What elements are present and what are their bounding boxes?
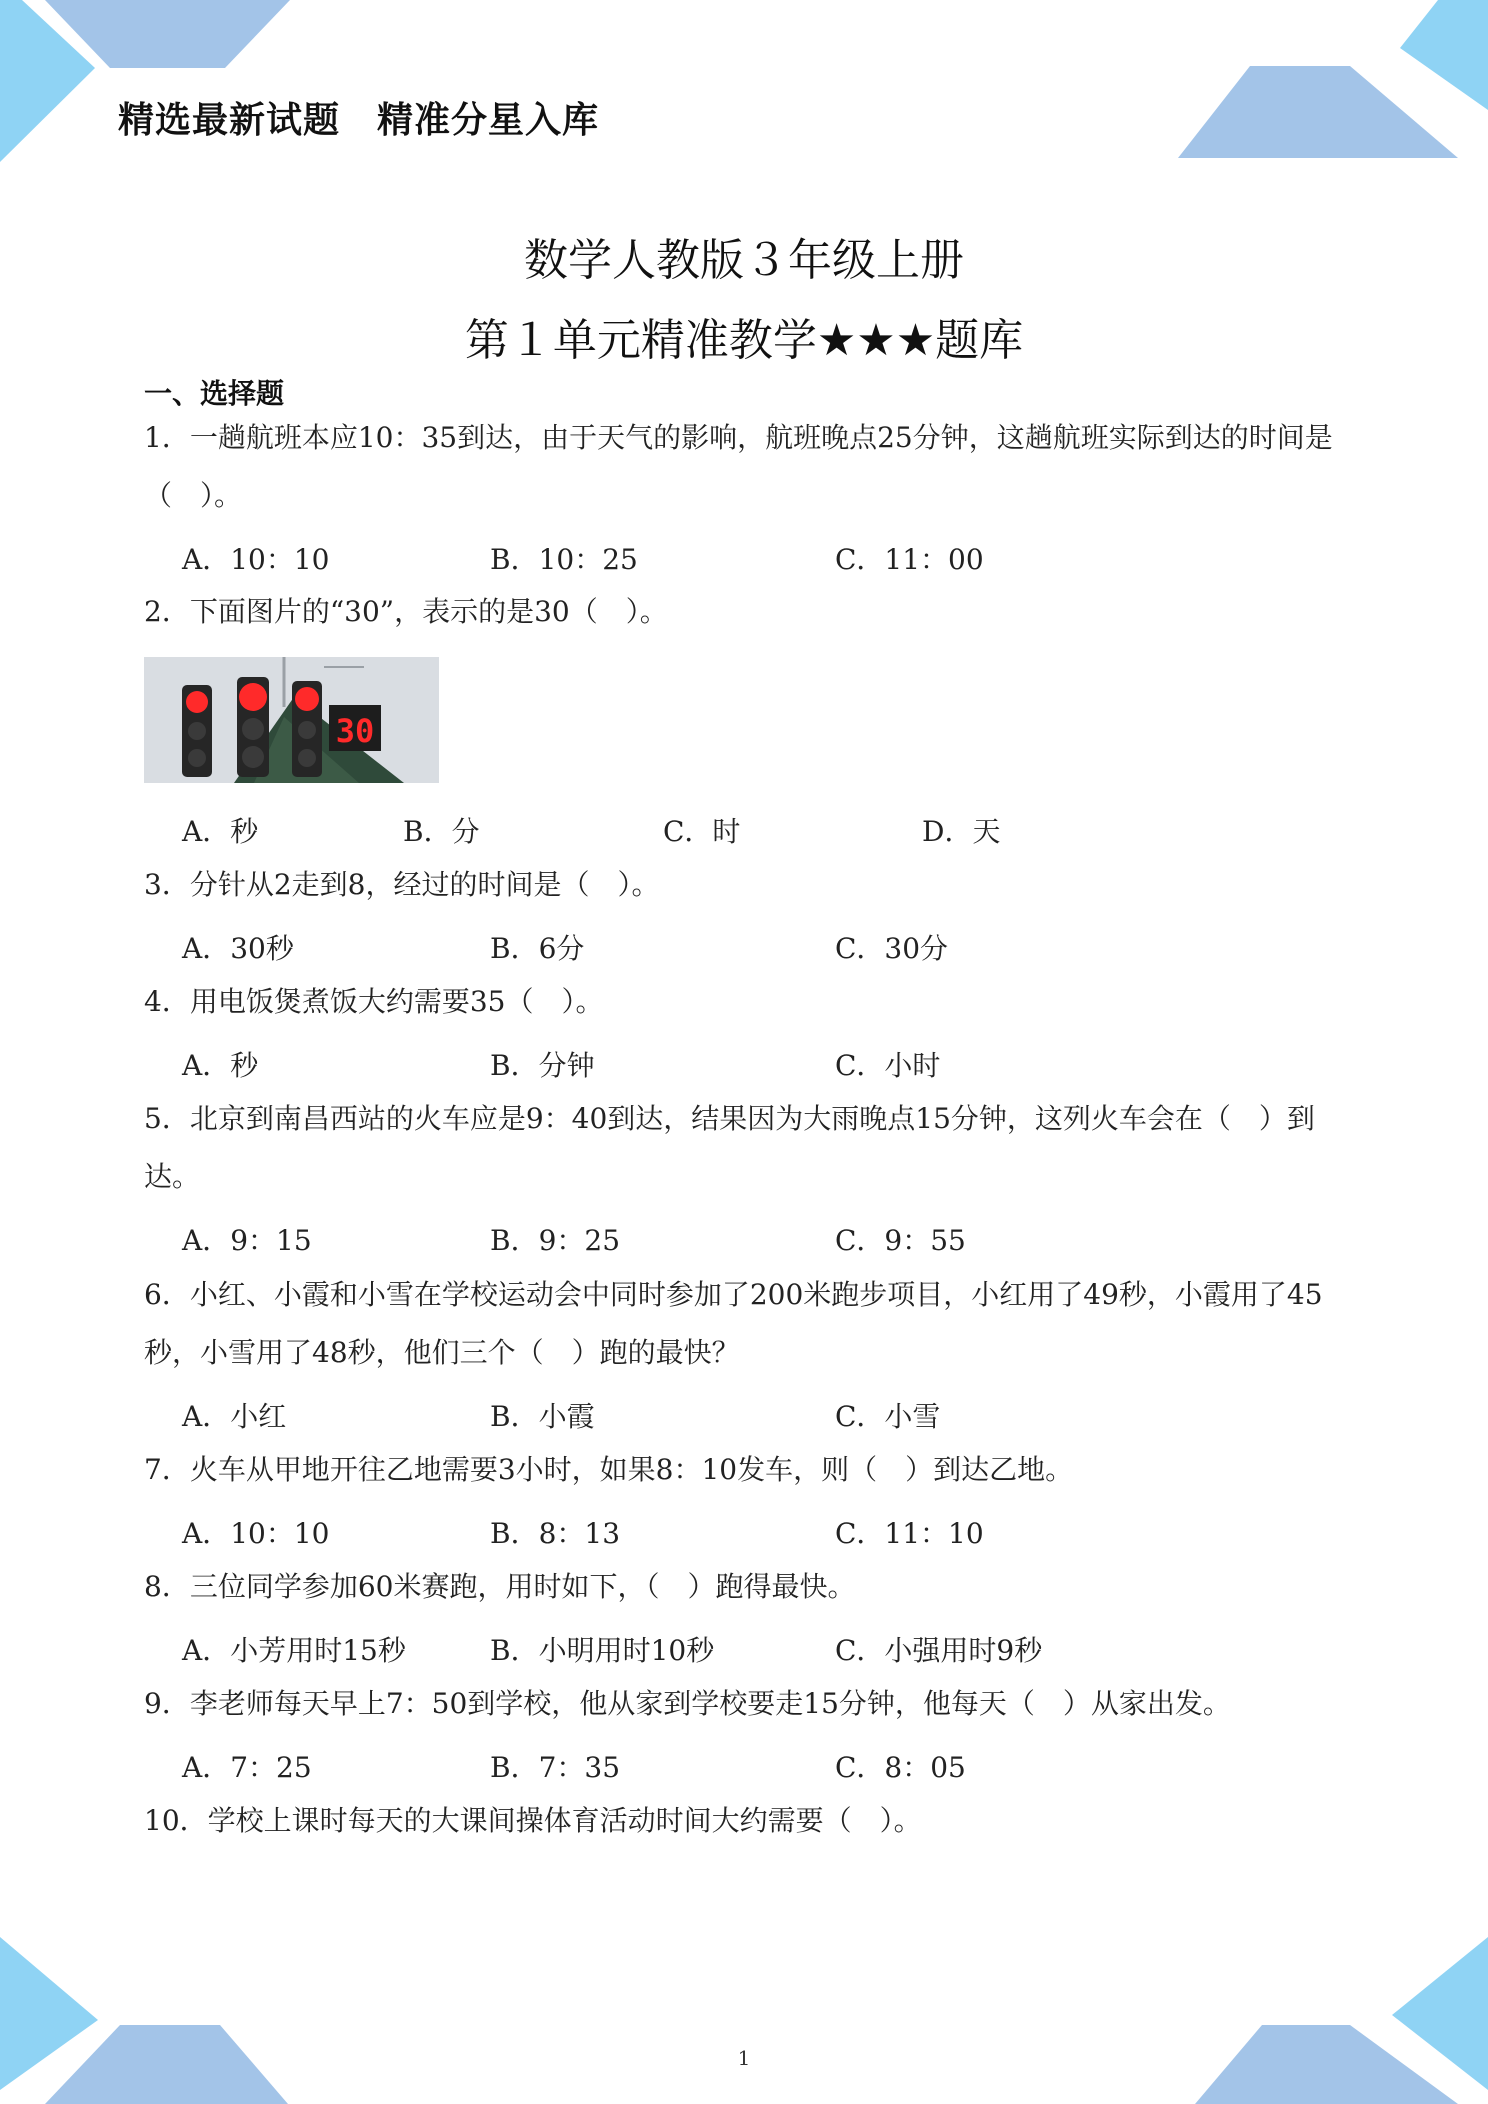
question-number: 3． <box>144 868 190 901</box>
question-8-option-a: A．小芳用时15秒 <box>182 1634 406 1667</box>
question-6-option-b: B．小霞 <box>490 1400 595 1433</box>
question-5 <box>144 1090 1354 1206</box>
question-5-option-c: C．9：55 <box>835 1224 966 1257</box>
section-heading: 一、选择题 <box>144 377 285 410</box>
question-6 <box>144 1266 1354 1382</box>
question-number: 2． <box>144 595 190 628</box>
question-number: 1． <box>144 421 190 454</box>
question-7-option-a: A．10：10 <box>182 1517 330 1550</box>
question-3 <box>144 856 1354 914</box>
question-3-option-a: A．30秒 <box>182 932 294 965</box>
question-text: 北京到南昌西站的火车应是9：40到达，结果因为大雨晚点15分钟，这列火车会在（ ）到达。 <box>144 1102 1315 1193</box>
document-title: 数学人教版３年级上册 <box>524 235 964 286</box>
question-5-option-a: A．9：15 <box>182 1224 312 1257</box>
question-text: 一趟航班本应10：35到达，由于天气的影响，航班晚点25分钟，这趟航班实际到达的时间是（ ）。 <box>144 421 1333 512</box>
question-number: 5． <box>144 1102 190 1135</box>
countdown-display: 30 <box>335 712 375 750</box>
question-text: 李老师每天早上7：50到学校，他从家到学校要走15分钟，他每天（ ）从家出发。 <box>189 1687 1231 1720</box>
question-text: 学校上课时每天的大课间操体育活动时间大约需要（ ）。 <box>207 1804 922 1837</box>
question-6-option-a: A．小红 <box>182 1400 287 1433</box>
question-7-option-b: B．8：13 <box>490 1517 621 1550</box>
question-2-option-b: B．分 <box>403 815 480 848</box>
question-9-option-b: B．7：35 <box>490 1751 621 1784</box>
question-text: 三位同学参加60米赛跑，用时如下，（ ）跑得最快。 <box>189 1570 856 1603</box>
question-6-option-c: C．小雪 <box>835 1400 941 1433</box>
question-5-option-b: B．9：25 <box>490 1224 621 1257</box>
question-text: 分针从2走到8，经过的时间是（ ）。 <box>189 868 660 901</box>
question-1-option-b: B．10：25 <box>490 543 638 576</box>
question-text: 小红、小霞和小雪在学校运动会中同时参加了200米跑步项目，小红用了49秒，小霞用了45秒，小雪用了48秒，他们三个（ ）跑的最快？ <box>144 1278 1323 1369</box>
question-10 <box>144 1792 1354 1850</box>
question-1 <box>144 409 1354 525</box>
question-number: 10． <box>144 1804 208 1837</box>
question-2 <box>144 583 1354 641</box>
question-number: 4． <box>144 985 190 1018</box>
question-9-option-a: A．7：25 <box>182 1751 312 1784</box>
traffic-light-image <box>144 657 439 783</box>
question-text: 用电饭煲煮饭大约需要35（ ）。 <box>189 985 604 1018</box>
question-number: 8． <box>144 1570 190 1603</box>
question-2-option-a: A．秒 <box>182 815 259 848</box>
question-number: 6． <box>144 1278 190 1311</box>
question-text: 火车从甲地开往乙地需要3小时，如果8：10发车，则（ ）到达乙地。 <box>189 1453 1074 1486</box>
question-2-option-c: C．时 <box>663 815 741 848</box>
question-8-option-c: C．小强用时9秒 <box>835 1634 1043 1667</box>
question-4-option-c: C．小时 <box>835 1049 941 1082</box>
question-3-option-c: C．30分 <box>835 932 949 965</box>
document-subtitle: 第１单元精准教学★★★题库 <box>464 315 1024 366</box>
question-text: 下面图片的“30”，表示的是30（ ）。 <box>189 595 668 628</box>
question-7-option-c: C．11：10 <box>835 1517 984 1550</box>
question-number: 7． <box>144 1453 190 1486</box>
question-8 <box>144 1558 1354 1616</box>
question-2-option-d: D．天 <box>922 815 1001 848</box>
question-4-option-a: A．秒 <box>182 1049 259 1082</box>
header-slogan: 精选最新试题 精准分星入库 <box>118 100 600 141</box>
question-8-option-b: B．小明用时10秒 <box>490 1634 715 1667</box>
question-4 <box>144 973 1354 1031</box>
question-9 <box>144 1675 1354 1733</box>
question-7 <box>144 1441 1354 1499</box>
question-number: 9． <box>144 1687 190 1720</box>
question-4-option-b: B．分钟 <box>490 1049 595 1082</box>
corner-decoration-bottom <box>0 1925 1488 2104</box>
question-3-option-b: B．6分 <box>490 932 585 965</box>
corner-decoration-top <box>0 0 1488 170</box>
page-number: 1 <box>737 2046 751 2070</box>
question-9-option-c: C．8：05 <box>835 1751 966 1784</box>
question-1-option-a: A．10：10 <box>182 543 330 576</box>
question-1-option-c: C．11：00 <box>835 543 984 576</box>
